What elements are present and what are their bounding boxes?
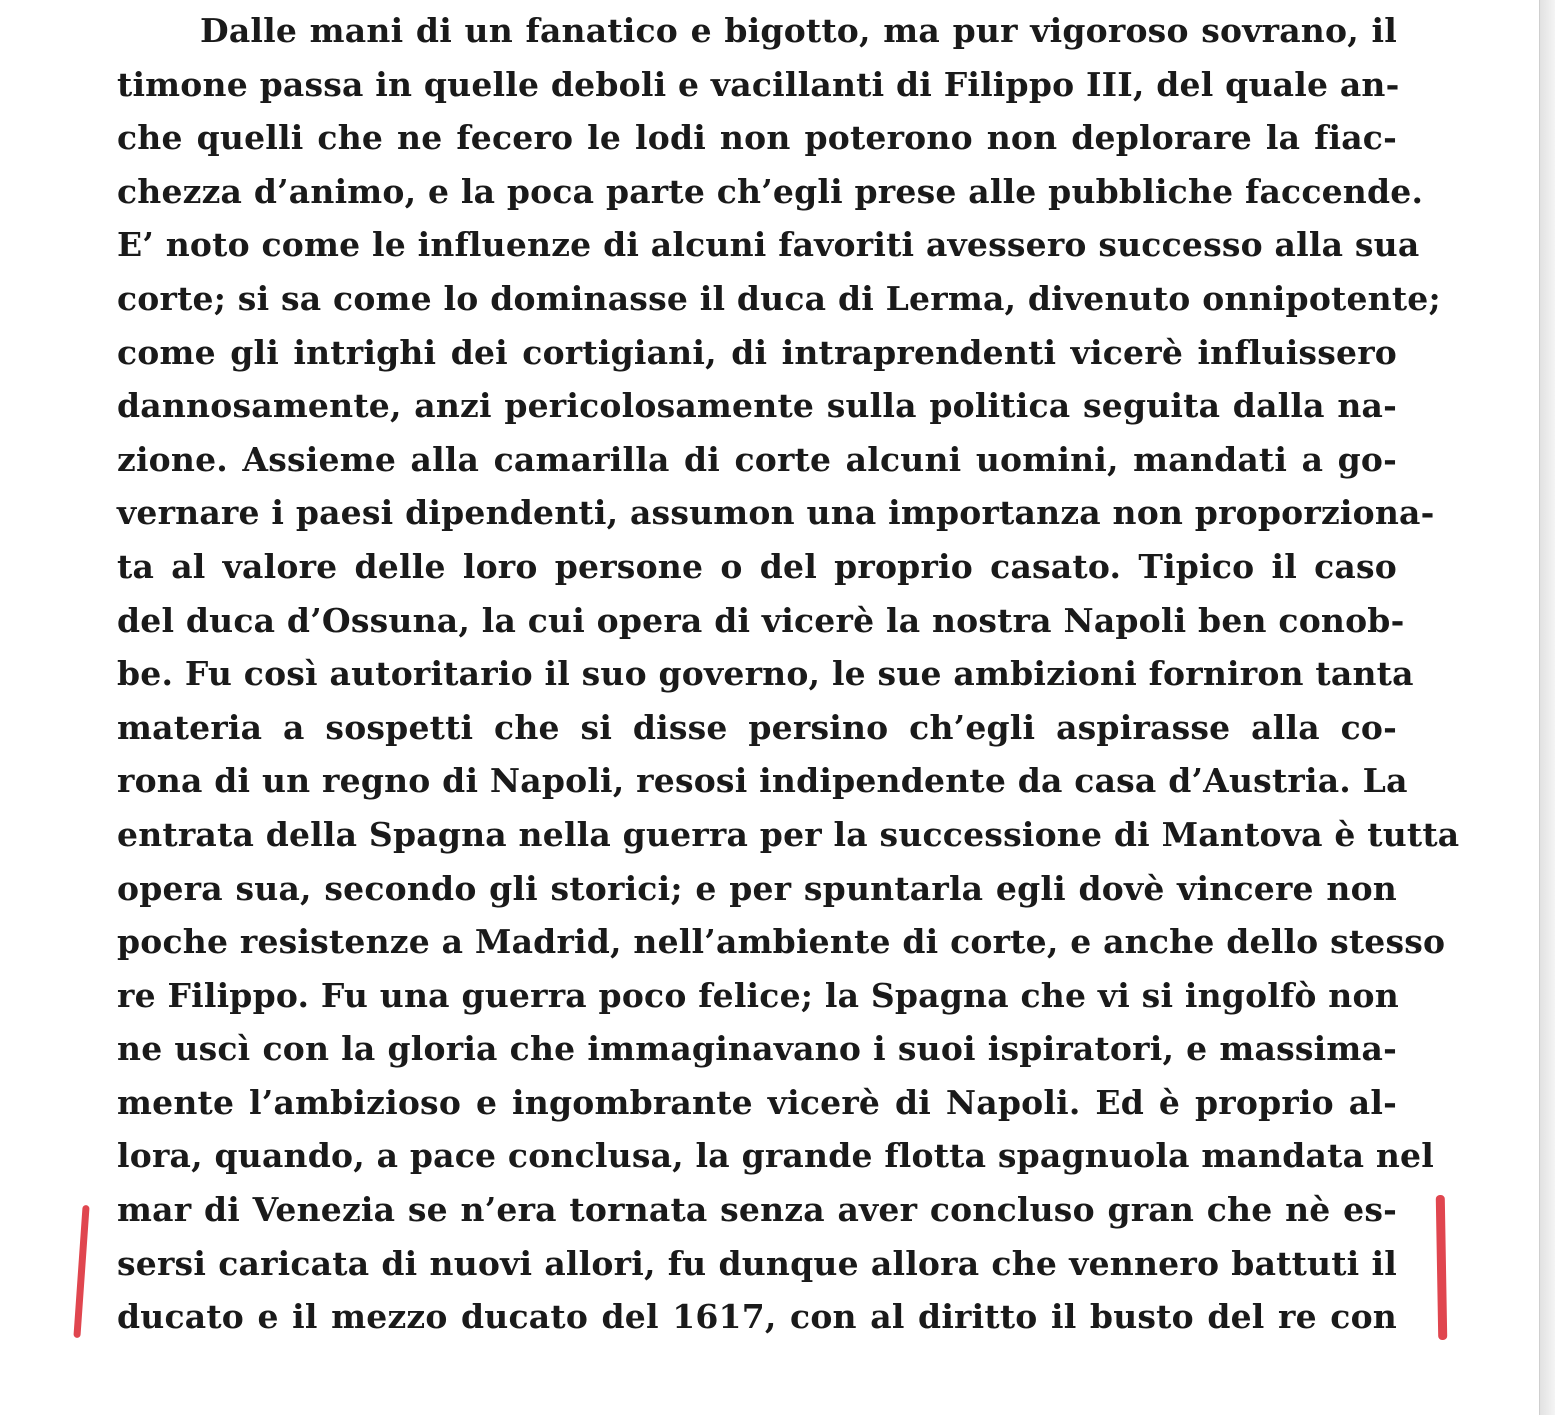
- text-line: opera sua, secondo gli storici; e per spuntarla egli dovè vincere non: [117, 868, 1397, 908]
- text-line: E’ noto come le influenze di alcuni favoriti avessero successo alla sua: [117, 225, 1420, 265]
- text-line: Dalle mani di un fanatico e bigotto, ma pur vigoroso sovrano, il: [200, 11, 1397, 50]
- text-line: ta al valore delle loro persone o del proprio casato. Tipico il caso: [117, 546, 1397, 586]
- text-line: zione. Assieme alla camarilla di corte alcuni uomini, mandati a go-: [117, 439, 1397, 479]
- text-line: entrata della Spagna nella guerra per la successione di Mantova è tutta: [117, 814, 1460, 854]
- text-line: poche resistenze a Madrid, nell’ambiente di corte, e anche dello stesso: [117, 922, 1446, 962]
- text-line: vernare i paesi dipendenti, assumon una importanza non proporziona-: [117, 493, 1435, 533]
- text-line: sersi caricata di nuovi allori, fu dunque allora che vennero battuti il: [117, 1243, 1397, 1283]
- text-line: del duca d’Ossuna, la cui opera di vicerè la nostra Napoli ben conob-: [117, 600, 1405, 640]
- text-line: re Filippo. Fu una guerra poco felice; la Spagna che vi si ingolfò non: [117, 975, 1399, 1015]
- text-line: mar di Venezia se n’era tornata senza aver concluso gran che nè es-: [117, 1190, 1397, 1230]
- text-line: lora, quando, a pace conclusa, la grande flotta spagnuola mandata nel: [117, 1136, 1434, 1176]
- text-line: dannosamente, anzi pericolosamente sulla politica seguita dalla na-: [117, 386, 1397, 426]
- text-line: ne uscì con la gloria che immaginavano i suoi ispiratori, e massima-: [117, 1029, 1397, 1069]
- text-line: ducato e il mezzo ducato del 1617, con al diritto il busto del re con: [117, 1297, 1397, 1337]
- body-paragraph: [117, 4, 1460, 1344]
- left-highlight-bracket: [73, 1205, 89, 1338]
- text-line: come gli intrighi dei cortigiani, di intraprendenti vicerè influissero: [117, 332, 1397, 372]
- text-line: materia a sospetti che si disse persino ch’egli aspirasse alla co-: [117, 707, 1397, 747]
- page-edge-shadow: [1539, 0, 1555, 1415]
- text-line: be. Fu così autoritario il suo governo, le sue ambizioni forniron tanta: [117, 654, 1414, 694]
- text-line: corte; si sa come lo dominasse il duca di Lerma, divenuto onnipotente;: [117, 278, 1441, 318]
- text-line: chezza d’animo, e la poca parte ch’egli prese alle pubbliche faccende.: [117, 171, 1424, 211]
- right-highlight-bracket: [1436, 1195, 1448, 1340]
- text-line: mente l’ambizioso e ingombrante vicerè di Napoli. Ed è proprio al-: [117, 1082, 1397, 1122]
- text-line: timone passa in quelle deboli e vacillanti di Filippo III, del quale an-: [117, 64, 1400, 104]
- text-line: rona di un regno di Napoli, resosi indipendente da casa d’Austria. La: [117, 761, 1408, 801]
- text-line: che quelli che ne fecero le lodi non poterono non deplorare la fiac-: [117, 118, 1397, 158]
